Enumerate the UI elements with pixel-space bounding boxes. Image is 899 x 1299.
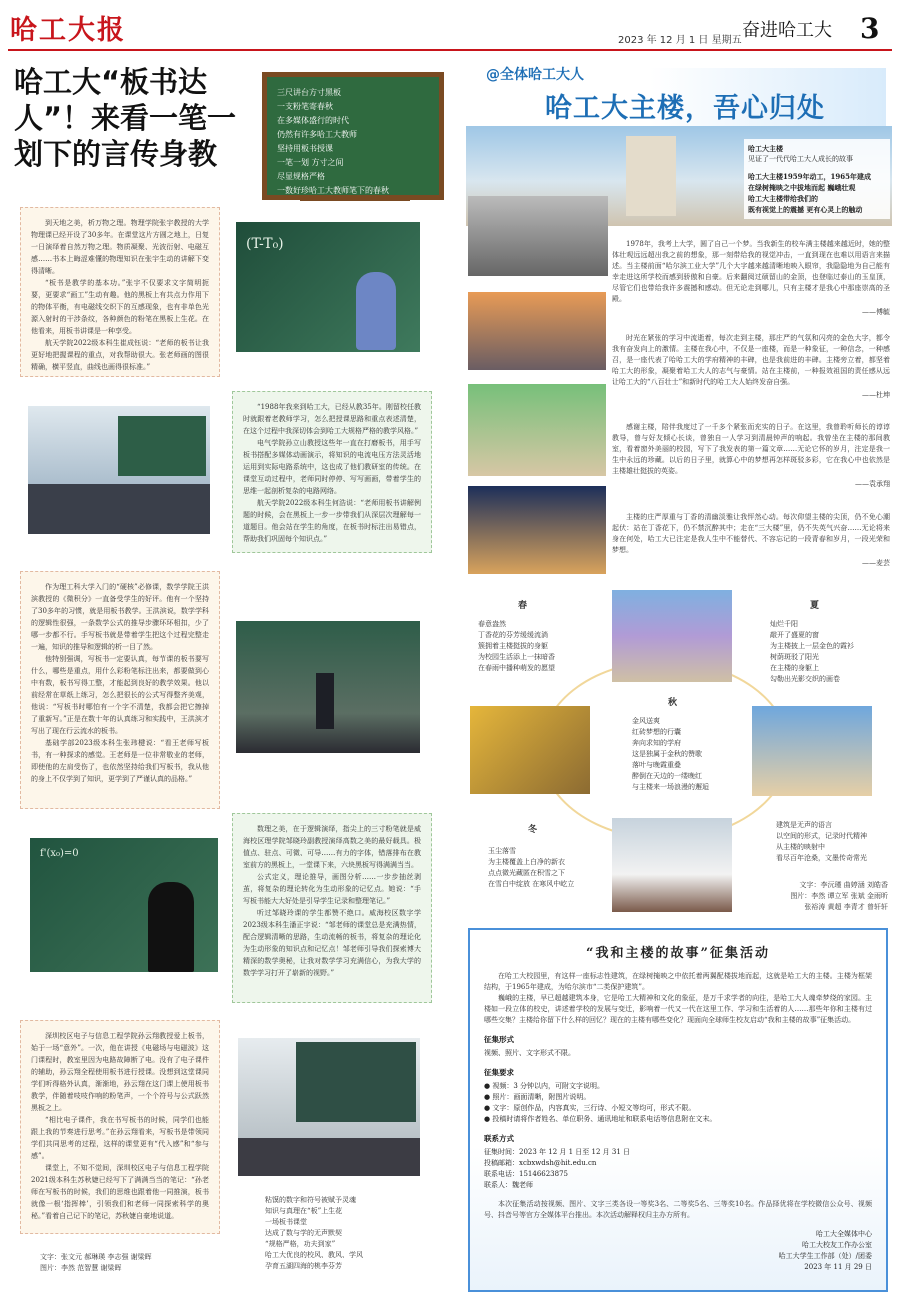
contact-time: 征集时间：2023 年 12 月 1 日至 12 月 31 日 xyxy=(484,1148,631,1156)
contact-person: 联系人：魏老师 xyxy=(484,1181,533,1189)
board-line: 三尺讲台方寸黑板 xyxy=(277,88,341,97)
form-heading: 征集形式 xyxy=(484,1035,514,1044)
season-autumn-poem: 金风送爽 红砖梦想的行囊 奔向求知的学府 这是独属于金秋的赞歌 落叶与晚霞重叠 醉倒在天边的一缕晚红 与主楼来一场浪漫的邂逅 xyxy=(632,717,709,791)
right-title: 哈工大主楼，吾心归处 xyxy=(545,93,825,124)
board-line: 仍然有许多哈工大教师 xyxy=(277,130,357,139)
season-summer-poem: 灿烂千阳 敲开了盛夏的窗 为主楼披上一层金色的霞衫 树荫斑驳了阳光 在主楼的身躯上 勾勒出光影交织的画卷 xyxy=(770,620,854,683)
article-box-sun-yun: 深圳校区电子与信息工程学院孙云翔教授爱上板书，始于一场“意外”。一次，他在讲授《电磁场与电磁波》这门课程时，教室里因为电路故障断了电。没有了电子课件的辅助，孙云翔全程使用板书进行授课。没想到这堂课同学们听得格外认真，渐渐地，孙云翔在这门课上使用板书教学，伴随着吱吱作响的粉笔声，一个个符号与公式跃然黑板之上。 “相比电子课件，我在书写板书的时候，同学们也能跟上我的节奏进行思考。”在孙云翔看来，写板书是带领同学们共同思考的过程，这样的课堂更有“代入感”和“参与感”。 课堂上，不知不觉间，深圳校区电子与信息工程学院2021级本科生苏秋婕已经写下了满满当当的笔记：“孙老师在写板书的时候，我们的思维也跟着他一同推演，板书就像一根‘指挥棒’，引领我们和老师一同探索科学的奥秘。”看着自己记下的笔记，苏秋婕自豪地说道。 xyxy=(20,1020,220,1234)
photo-zhang-teaching xyxy=(236,222,420,352)
req-heading: 征集要求 xyxy=(484,1068,514,1077)
photo-wang-lecture xyxy=(236,621,420,753)
photo-sunset-star xyxy=(468,292,606,370)
chalk-formula: (T-T₀) xyxy=(246,236,284,252)
activity-title: “我和主楼的故事”征集活动 xyxy=(586,946,770,961)
contact-phone: 联系电话：15146623875 xyxy=(484,1170,568,1178)
closing-poem: 粘馍的数字和符号被赋予灵魂 知识与真理在“板”上生花 一场板书课堂 达成了数与学的无声默契 “规格严格，功夫到家” 哈工大优良的校风、教风、学风 孕育五湖四海的桃李芬芳 xyxy=(265,1196,363,1270)
historic-photo xyxy=(468,196,608,276)
hero-caption: 哈工大主楼 见证了一代代哈工大人成长的故事 哈工大主楼1959年动工，1965年建成 在绿树掩映之中拔地而起 巍峨壮观 哈工大主楼带给我们的 既有视觉上的震撼 更有心灵上的触动 xyxy=(744,139,890,219)
photo-night-tower xyxy=(468,486,606,574)
chalkboard-graphic xyxy=(262,72,444,200)
story-1: 1978年，我考上大学，圆了自己一个梦。当我新生的校车满主楼越来越近时，她的整体壮观远远超出我之前的想象，那一刻带给我的视觉冲击，一直到现在也难以用语言来描述。当主楼前面“哈尔滨工业大学”几个大字越来越清晰地映入眼帘，我隐隐地为自己能有幸走进这所学校而感到骄傲和自豪。后来翻阅过硕留山的金顶，也登临过泰山的玉皇顶，尽管它们也带给我许多震撼和感动。但无论走到哪儿，只有主楼才是我心中那座崇高的圣殿。 ——傅毓 xyxy=(612,240,890,316)
classroom-board xyxy=(118,416,206,476)
left-credits: 文字：张文元 郝琳瑛 李志强 谢梁晖 图片：李然 范智慧 谢梁晖 xyxy=(40,1253,152,1272)
season-spring-poem: 春意盎然 丁香花的芬芳缓缓流淌 簇拥着主楼挺拔的身躯 为校园生活添上一抹暗香 在春雨中播种萌发的愿望 xyxy=(478,620,555,672)
contact-email[interactable]: 投稿邮箱：xcbxwdsh@hit.edu.cn xyxy=(484,1159,597,1167)
headline: 哈工大“板书达人”！来看一笔一划下的言传身教 xyxy=(14,65,237,171)
season-autumn-title: 秋 xyxy=(668,698,678,708)
masthead: 哈工大报 xyxy=(10,15,126,46)
board-line: 坚持用板书授课 xyxy=(277,144,333,153)
article-box-zou: 数理之美，在于逻辑演绎，指尖上的三寸粉笔就是威海校区理学院邹晓玲副教授演绎高数之美的最好载具。极值点、驻点、可微、可导……有力的字体，错落排布在教室前方的黑板上，一堂课下来，六块黑板写得满满当当。 公式定义，理论推导，画图分析……一步步抽丝剥茧，将复杂的理论转化为生动形象的记忆点。她说：“手写板书能大大好处是引导学生记录和整理笔记。” 听过邹晓玲课的学生都赞不绝口。威海校区数字学2023级本科生潘正宇说：“邹老师的课堂总是充满热情，配合逻辑清晰的思路，生动流畅的板书，将复杂的理论化为生动形象的知识点和记忆点！邹老师引导我们探索博大精深的数学奥秘，让我对数学学习充满信心，为我大学的数学学习打开了崭新的视野。” xyxy=(232,813,432,1003)
photo-zou-board xyxy=(30,838,218,972)
season-winter-title: 冬 xyxy=(528,825,538,835)
board-line: 一支粉笔寄春秋 xyxy=(277,102,333,111)
board-line: 一数好珍哈工大教师笔下的春秋 xyxy=(277,186,389,195)
photo-winter xyxy=(612,818,732,912)
photo-autumn xyxy=(470,706,590,794)
section-title: 奋进哈工大 xyxy=(742,20,832,41)
board-stand xyxy=(300,195,410,201)
organizers: 哈工大全媒体中心 哈工大校友工作办公室 哈工大学生工作部（处）/团委 2023 年 11 月 29 日 xyxy=(778,1230,872,1271)
students-row xyxy=(238,1138,420,1176)
photo-sun-yun-class xyxy=(238,1038,420,1176)
teacher-figure xyxy=(316,673,334,729)
photo-summer xyxy=(752,706,872,796)
story-2: 时光在紧张的学习中流逝着，每次走到主楼，那庄严的气氛和闪亮的金色大字，都令我有奋发向上的激情。主楼在我心中，不仅是一座楼，而是一种象征，一种信念，一种感召，是一座代表了哈哈工大的学府精神的丰碑，也是我前进的丰碑。主楼旁立着，都坚着哈工大的形象，凝聚着哈工大人的志气与豪情。站在主楼前，一种报效祖国的责任感从远让哈工大的“八百壮士”和新时代的哈工大人始终发奋自强。 ——杜坤 xyxy=(612,334,890,399)
photo-building-green xyxy=(468,384,606,476)
award-note: 本次征集活动按视频、图片、文字三类各设一等奖3名、二等奖5名、三等奖10名。作品择优将在学校微信公众号、视频号、抖音号等官方全媒体平台推出。本次活动解释权归主办方所有。 xyxy=(484,1200,872,1219)
teacher-figure xyxy=(356,272,396,350)
activity-intro: 在哈工大校园里，有这样一座标志性建筑，在绿树掩映之中依托着两翼配楼拔地而起，这就是哈工大的主楼。主楼为框架结构，于1965年建成，为哈尔滨市“二类保护建筑”。 xyxy=(484,972,872,991)
board-line: 一笔一划 方寸之间 xyxy=(277,158,344,167)
photo-sun-classroom xyxy=(28,406,210,534)
season-winter-poem: 玉尘落雪 为主楼覆盖上白净的新衣 点点微光藏匿在积雪之下 在雪白中绽放 在寒风中屹立 xyxy=(488,847,575,888)
article-box-wang: 作为理工科大学入门的“硬核”必修课，数学学院王洪滨教授的《微积分》一直备受学生的好评。他有一个坚持了30多年的习惯，就是用板书教学。王洪滨说，数学学科的逻辑性很强，一条数学公式的推导步骤环环相扣，少了哪一步都不行。手写板书就是带着学生把这个过程完整走一遍，知识的推导和逻辑的析一目了然。 他特别强调，写板书一定要认真，每节课的板书要写什么，哪些是重点，用什么彩粉笔标注出来，都要做到心中有数，板书写得工整，才能起到良好的教学效果。他以前经常在草纸上练习，怎么把很长的公式写得整齐美观，他说：“写板书时哪怕有一个字不清楚，我都会把它擦掉了重新写。”正是在数十年的认真练习和实践中，王洪滨才写出了现在行云流水的板书。 基础学部2023级本科生张玮楗说：“看王老师写板书，有一种探求的感觉。王老师是一位非常敬业的老师，即使他的左肩受伤了，也依然坚持给我们写板书，我从他的身上不仅学到了知识，更学到了严谨认真的品格。” xyxy=(20,571,220,809)
season-spring-title: 春 xyxy=(518,601,528,611)
article-box-sun: “1988年我来到哈工大，已经从教35年。刚留校任教时就跟着老教师学习，怎么把授课思路和重点表述清楚，在这个过程中我深切体会到哈工大规格严格的教学风格。” 电气学院孙立山教授这些年一直在打磨板书，用手写板书搭配多媒体动画演示，将知识的电流电压方法灵活地运用到实际电路系统中，这也成了他们教研室的传统。在课堂互动过程中，老师同时停停、写写画画，带着学生的思维一起剖析复杂的电路网络。 航天学院2022级本科生何浩说：“老师用板书讲解例题的时候，会在黑板上一步一步带我们从深层次理解每一道题目。他会站在学生的角度，在板书时标注出易错点，帮助我们巩固每个知识点。” xyxy=(232,391,432,553)
contact-heading: 联系方式 xyxy=(484,1134,514,1143)
board-line: 在多媒体盛行的时代 xyxy=(277,116,349,125)
activity-box: “我和主楼的故事”征集活动 在哈工大校园里，有这样一座标志性建筑，在绿树掩映之中依托着两翼配楼拔地而起，这就是哈工大的主楼。主楼为框架结构，于1965年建成，为哈尔滨市“二类保护建筑”。 巍峨的主楼，早已超越建筑本身，它是哈工大精神和文化的象征，是万千求学者的向往，是哈工大人魂牵梦绕的家园。主楼如一段立体的校史，讲述着学校的发展与变迁，影响着一代又一代在这里工作、学习和生活着的人……那些年你和主楼有过哪些交集？主楼给你留下什么样的回忆？现在的主楼有哪些变化？现面向全球师生校友启动“我和主楼的故事”征集活动。 征集形式 视频、照片、文字形式不限。 征集要求 ● 视频：3 分钟以内，可附文字说明。 ● 照片：画面清晰，附图片说明。 ● 文字：原创作品，内容真实，三行诗、小短文等均可，形式不限。 ● 投稿时请将作者姓名、单位职务、通讯地址和联系电话等信息附在文末。 联系方式 征集时间：2023 年 12 月 1 日至 12 月 31 日 投稿邮箱：xcbxwdsh@hit.edu.cn 联系电话：15146623875 联系人：魏老师 本次征集活动按视频、图片、文字三类各设一等奖3名、二等奖5名、三等奖10名。作品择优将在学校微信公众号、视频号、抖音号等官方全媒体平台推出。本次活动解释权归主办方所有。 哈工大全媒体中心 哈工大校友工作办公室 哈工大学生工作部（处）/团委 2023 年 11 月 29 日 xyxy=(468,928,888,1292)
classroom-board xyxy=(296,1042,416,1122)
header-rule xyxy=(8,49,892,51)
students-row xyxy=(28,484,210,534)
board-line: 尽显规格严格 xyxy=(277,172,325,181)
season-summer-title: 夏 xyxy=(810,601,820,611)
chalk-text: f'(x₀)=0 xyxy=(40,848,79,859)
issue-date: 2023 年 12 月 1 日 星期五 xyxy=(618,35,742,46)
right-credits: 文字：李沅瑾 曲婷涵 刘皓香 图片：李然 谭立军 张斌 金雨昕 张裕涛 黄超 李青才 曾轩轩 xyxy=(790,881,888,911)
page-number: 3 xyxy=(860,12,880,45)
ribbon-text: @全体哈工大人 xyxy=(486,67,584,83)
activity-intro-2: 巍峨的主楼，早已超越建筑本身，它是哈工大精神和文化的象征，是万千求学者的向往，是哈工大人魂牵梦绕的家园。主楼如一段立体的校史，讲述着学校的发展与变迁，影响着一代又一代在这里工作、学习和生活着的人……那些年你和主楼有过哪些交集？主楼给你留下什么样的回忆？现在的主楼有哪些变化？现面向全球师生校友启动“我和主楼的故事”征集活动。 xyxy=(484,994,872,1024)
article-box-zhang: 到天地之美，析万物之理。物理学院张宇教授的大学物理课已经开设了30多年。在课堂这片方圆之地上，日复一日演绎着自然万物之理。物质凝聚、光波衍射、电磁互感……书本上晦涩难懂的物理知识在张宇生动的讲解下变得清晰。 “板书是教学的基本功。”张宇不仅要求文字简明扼要，更要求“画工”生动有趣。他的黑板上有共点力作用下的物体平衡，有电磁线交织下的互感现象，也有非单色光源入射时的干涉条纹，各种颜色的粉笔在黑板上生花。在他看来，用板书讲课是一种享受。 航天学院2022级本科生崔成钰说：“老师的板书让我更好地把握课程的重点，对我帮助很大。张老师画的图很精确，横平竖直，曲线也画得很标准。” xyxy=(20,207,220,377)
form-text: 视频、照片、文字形式不限。 xyxy=(484,1049,575,1057)
story-3: 感谢主楼，陪伴我度过了一千多个紧张而充实的日子。在这里，我曾聆听师长的谆谆教导，曾与好友倾心长谈，曾独自一人学习到清晨钟声的响起。我曾坐在主楼的那间教室，看着窗外美丽的校园，写下了我发表的第一篇文章……无论它怀的岁月，注定是我一生中永远的珍藏。以后的日子里，就算心中的梦想再怎样斑驳多彩，它在我心中也依然是主楼雄壮挺拔的英姿。 ——袁承翔 xyxy=(612,423,890,488)
building-tower xyxy=(626,136,676,216)
story-4: 主楼的庄严厚重与丁香的清幽淡雅让我怦然心动。每次仰望主楼的尖顶，仍不免心潮起伏：站在丁香花下，仍不禁沉醉其中；走在“三大楼”里，仍不失英气兴奋……无论将来身在何处，哈工大已注定是我人生中不能替代、不容忘记的一段青春和岁月，一段光荣和梦想。 ——麦芸 xyxy=(612,513,890,567)
photo-spring xyxy=(612,590,732,682)
teacher-figure xyxy=(148,882,194,972)
closing-lines: 建筑是无声的语言 以空间的形式，记录时代精神 从主楼的映射中 看尽百年沧桑，文墨传奇常光 xyxy=(776,821,867,862)
